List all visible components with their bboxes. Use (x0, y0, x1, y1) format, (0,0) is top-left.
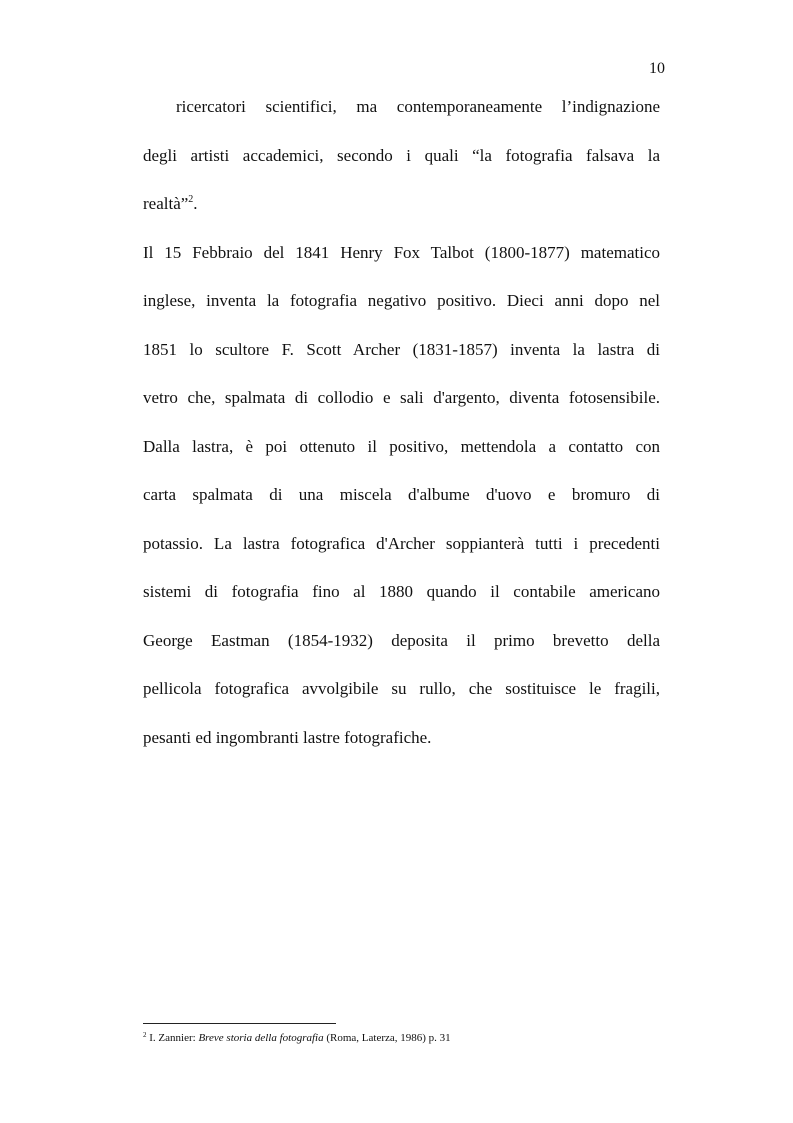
text-line: Dalla lastra, è poi ottenuto il positivo, mettendola a contatto con (143, 436, 660, 456)
footnote-reference[interactable]: 2 (188, 194, 194, 205)
footnote-marker: 2 (143, 1031, 147, 1039)
text-line: pesanti ed ingombranti lastre fotografiche. (143, 727, 432, 747)
footnote-source: (Roma, Laterza, 1986) p. 31 (323, 1032, 451, 1044)
page-number: 10 (649, 60, 665, 77)
text-line: degli artisti accademici, secondo i quali “la fotografia falsava la (143, 145, 660, 165)
text-line: George Eastman (1854-1932) deposita il primo brevetto della (143, 630, 660, 650)
text-line: carta spalmata di una miscela d'albume d'uovo e bromuro di (143, 485, 660, 504)
footnote-separator (143, 1023, 336, 1024)
footnote (143, 1031, 660, 1046)
text-line: sistemi di fotografia fino al 1880 quando il contabile americano (143, 582, 660, 601)
text-line: potassio. La lastra fotografica d'Archer soppianterà tutti i precedenti (143, 533, 660, 553)
text-line (143, 180, 660, 229)
sentence-end: . (193, 194, 198, 213)
body-text (143, 83, 660, 762)
footnote-book-title: Breve storia della fotografia (198, 1032, 324, 1044)
text-line: ricercatori scientifici, ma contemporaneamente l’indignazione (176, 97, 660, 116)
footnote-author: I. Zannier: (146, 1032, 199, 1044)
text-line: pellicola fotografica avvolgibile su rullo, che sostituisce le fragili, (143, 679, 660, 698)
text-line: Il 15 Febbraio del 1841 Henry Fox Talbot (1800-1877) matematico (143, 242, 660, 262)
text-line-content: realtà” (143, 194, 189, 213)
text-line: inglese, inventa la fotografia negativo positivo. Dieci anni dopo nel (143, 291, 660, 310)
text-line: vetro che, spalmata di collodio e sali d'argento, diventa fotosensibile. (143, 388, 660, 407)
text-line: 1851 lo scultore F. Scott Archer (1831-1857) inventa la lastra di (143, 339, 660, 359)
